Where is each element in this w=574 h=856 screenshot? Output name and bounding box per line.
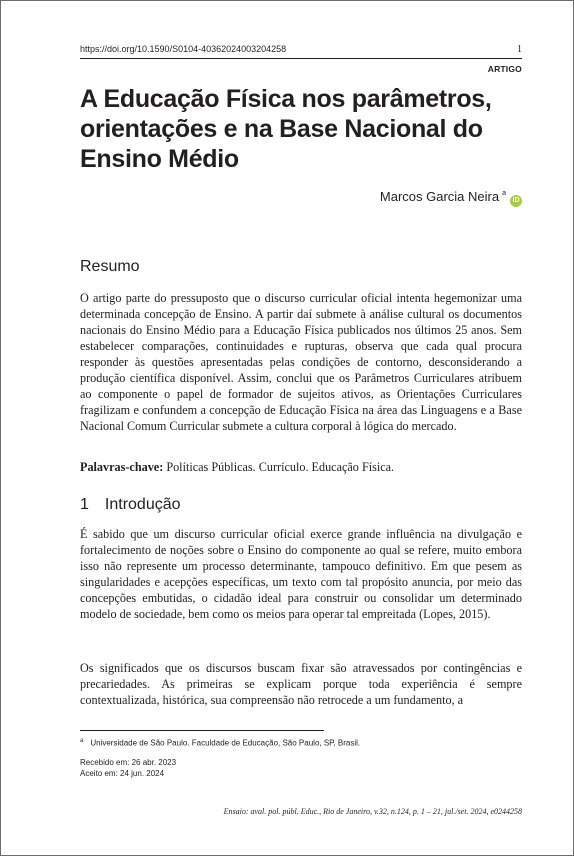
abstract-heading: Resumo bbox=[80, 258, 140, 275]
header-rule bbox=[80, 58, 522, 59]
keywords-list: Políticas Públicas. Currículo. Educação Física. bbox=[166, 460, 395, 474]
introduction-paragraph-1: É sabido que um discurso curricular oficial exerce grande influência na divulgação e fortalecimento de noções sobre o Ensino do componente ao qual se refere, muito embora isso não represente um processo determinante, tampouco definitivo. Em que pesem as singularidades e acepções específicas, um texto com tal propósito anuncia, por meio das concepções embutidas, o cidadão ideal para construir ou consolidar um determinado modelo de sociedade, bem como os meios para operar tal empreitada (Lopes, 2015). bbox=[80, 527, 522, 621]
section-label: ARTIGO bbox=[487, 64, 522, 74]
page-number: 1 bbox=[517, 44, 522, 55]
affiliation-footnote bbox=[80, 738, 360, 748]
footnote-mark: a bbox=[80, 738, 84, 744]
journal-citation: Ensaio: aval. pol. públ. Educ., Rio de Janeiro, v.32, n.124, p. 1 – 21, jul./set. 2024, e0244258 bbox=[223, 807, 522, 816]
abstract-text: O artigo parte do pressuposto que o discurso curricular oficial intenta hegemonizar uma determinada concepção de Ensino. A partir daí submete à análise cultural os documentos nacionais do Ensino Médio para a Educação Física publicados nos últimos 25 anos. Sem estabelecer comparações, continuidades e rupturas, observa que cada qual procura responder às questões apresentadas pelas condições de contorno, desconsiderando a produção científica disponível. Assim, conclui que os Parâmetros Curriculares atribuem ao componente o papel de formador de sujeitos ativos, as Orientações Curriculares fragilizam e confundem a concepção de Educação Física na área das Linguagens e a Base Nacional Comum Curricular submete a cultura corporal à lógica do mercado. bbox=[80, 291, 522, 433]
section-number: 1 bbox=[80, 496, 89, 513]
dates-block bbox=[80, 757, 176, 779]
footnote-text: Universidade de São Paulo. Faculdade de Educação, São Paulo, SP, Brasil. bbox=[90, 738, 361, 748]
affiliation-mark: a bbox=[502, 190, 506, 197]
accepted-date: Aceito em: 24 jun. 2024 bbox=[80, 769, 165, 778]
introduction-paragraph-2: Os significados que os discursos buscam fixar são atravessados por contingências e precariedades. As primeiras se explicam porque toda experiência é sempre contextualizada, histórica, sua compreensão não retrocede a um fundamento, a bbox=[80, 661, 522, 707]
orcid-icon[interactable]: iD bbox=[510, 195, 522, 207]
received-date: Recebido em: 26 abr. 2023 bbox=[80, 758, 177, 767]
author-line bbox=[380, 189, 522, 207]
footnote-rule bbox=[80, 730, 324, 731]
article-title: A Educação Física nos parâmetros, orientações e na Base Nacional do Ensino Médio bbox=[80, 85, 492, 173]
keywords-line bbox=[80, 459, 394, 475]
author-name: Marcos Garcia Neira bbox=[379, 189, 500, 204]
section-title: Introdução bbox=[104, 496, 181, 513]
introduction-heading bbox=[80, 496, 181, 514]
doi-link[interactable]: https://doi.org/10.1590/S0104-40362024003204258 bbox=[80, 44, 287, 54]
keywords-label: Palavras-chave: bbox=[80, 460, 164, 474]
